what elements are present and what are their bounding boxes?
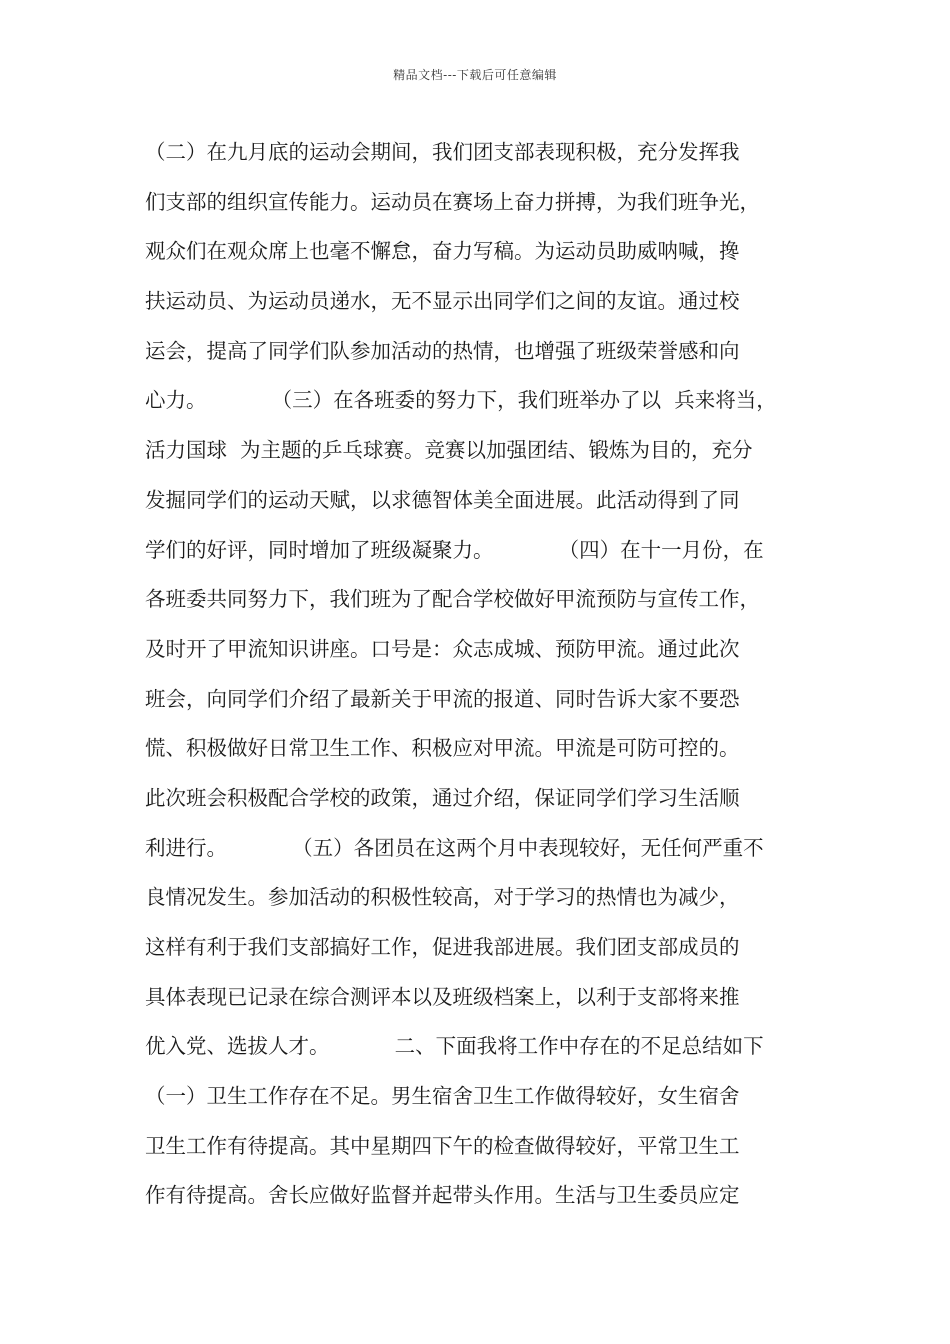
text-line: 具体表现已记录在综合测评本以及班级档案上，以利于支部将来推: [145, 984, 740, 1009]
text-line: 观众们在观众席上也毫不懈怠，奋力写稿。为运动员助威呐喊，搀: [145, 239, 740, 264]
text-line: 作有待提高。舍长应做好监督并起带头作用。生活与卫生委员应定: [145, 1183, 740, 1208]
text-line: 此次班会积极配合学校的政策，通过介绍，保证同学们学习生活顺: [145, 785, 740, 810]
text-line: 发掘同学们的运动天赋，以求德智体美全面进展。此活动得到了同: [145, 487, 740, 512]
page-header: 精品文档---下载后可任意编辑: [393, 68, 557, 82]
text-line: 这样有利于我们支部搞好工作，促进我部进展。我们团支部成员的: [145, 935, 740, 959]
body-text: [145, 132, 825, 1225]
text-line: 们支部的组织宣传能力。运动员在赛场上奋力拼搏，为我们班争光，: [145, 189, 760, 214]
text-line: 心力。 （三）在各班委的努力下，我们班举办了以 兵来将当，: [145, 388, 777, 413]
text-line: 良情况发生。参加活动的积极性较高，对于学习的热情也为减少，: [145, 885, 740, 910]
text-line: 慌、积极做好日常卫生工作、积极应对甲流。甲流是可防可控的。: [145, 736, 740, 761]
text-line: （二）在九月底的运动会期间，我们团支部表现积极，充分发挥我: [145, 140, 740, 164]
text-line: 利进行。 （五）各团员在这两个月中表现较好，无任何严重不: [145, 835, 764, 860]
text-line: 卫生工作有待提高。其中星期四下午的检查做得较好，平常卫生工: [145, 1133, 740, 1158]
text-line: 学们的好评，同时增加了班级凝聚力。 （四）在十一月份，在: [145, 537, 764, 562]
text-line: 班会，向同学们介绍了最新关于甲流的报道、同时告诉大家不要恐: [145, 686, 740, 711]
text-line: 运会，提高了同学们队参加活动的热情，也增强了班级荣誉感和向: [145, 338, 740, 363]
text-line: （一）卫生工作存在不足。男生宿舍卫生工作做得较好，女生宿舍: [145, 1084, 740, 1109]
text-line: 扶运动员、为运动员递水，无不显示出同学们之间的友谊。通过校: [145, 289, 740, 314]
text-line: 优入党、选拔人才。 二、下面我将工作中存在的不足总结如下: [145, 1034, 764, 1059]
text-line: 活力国球 为主题的乒乓球赛。竞赛以加强团结、锻炼为目的，充分: [145, 438, 753, 463]
text-line: 各班委共同努力下，我们班为了配合学校做好甲流预防与宣传工作，: [145, 587, 760, 612]
text-line: 及时开了甲流知识讲座。口号是：众志成城、预防甲流。通过此次: [145, 636, 740, 661]
